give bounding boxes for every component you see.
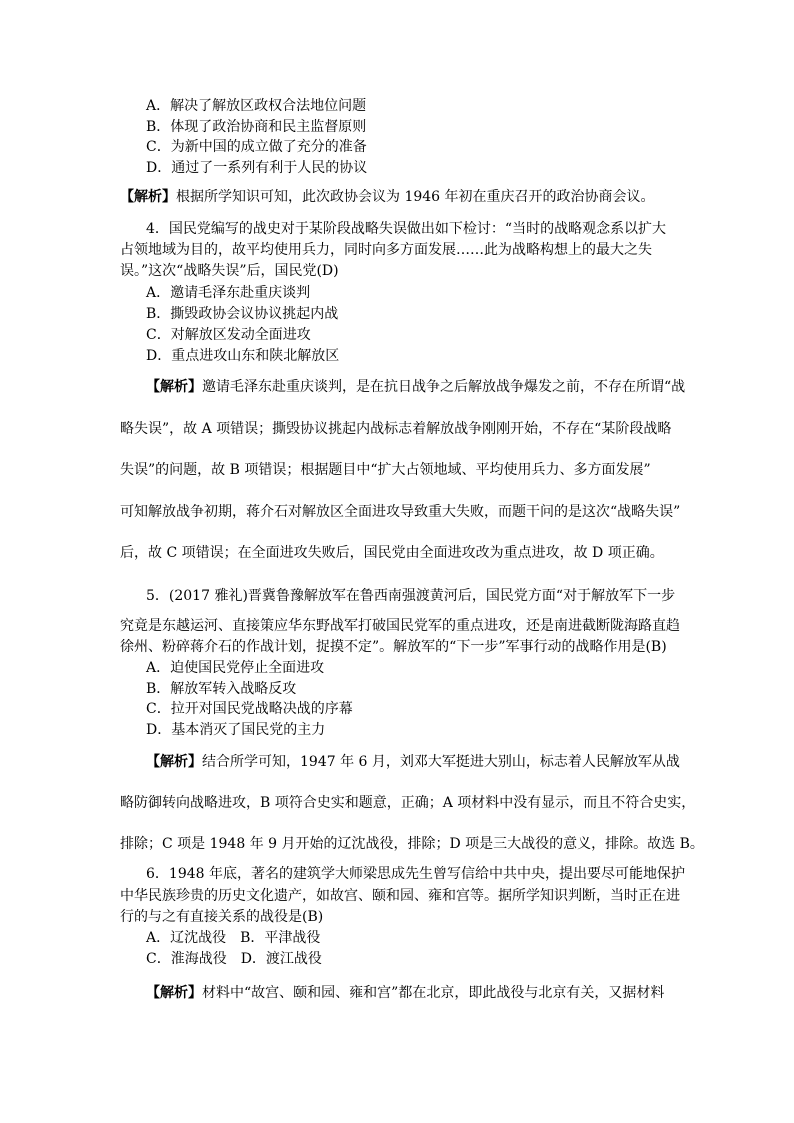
analysis-text: 根据所学知识可知，此次政协会议为 1946 年初在重庆召开的政治协商会议。 bbox=[176, 189, 655, 205]
q3-option-b: B．体现了政治协商和民主监督原则 bbox=[146, 119, 367, 135]
q4-option-b: B．撕毁政协会议协议挑起内战 bbox=[146, 306, 339, 322]
analysis-tag: 【解析】 bbox=[146, 985, 202, 1001]
q5-analysis-line-2: 略防御转向战略进攻，B 项符合史实和题意，正确；A 项材料中没有显示，而且不符合史实， bbox=[120, 795, 696, 811]
q4-option-c: C．对解放区发动全面进攻 bbox=[146, 327, 311, 343]
q3-option-c: C．为新中国的成立做了充分的准备 bbox=[146, 139, 367, 155]
q4-analysis-line-1 bbox=[146, 377, 685, 397]
q4-analysis-line-4: 可知解放战争初期，蒋介石对解放区全面进攻导致重大失败，而题干问的是这次“战略失误” bbox=[120, 504, 681, 520]
q4-stem-line-2: 占领地域为目的，故平均使用兵力，同时向多方面发展……此为战略构想上的最大之失 bbox=[120, 242, 652, 258]
q3-option-d: D．通过了一系列有利于人民的协议 bbox=[146, 160, 368, 176]
q6-analysis-line-1 bbox=[146, 983, 664, 1003]
q4-option-a: A．邀请毛泽东赴重庆谈判 bbox=[146, 285, 311, 301]
analysis-text: 结合所学可知，1947 年 6 月，刘邓大军挺进大别山，标志着人民解放军从战 bbox=[202, 754, 680, 770]
q5-stem-line-2: 究竟是东越运河、直接策应华东野战军打破国民党军的重点进攻，还是南进截断陇海路直趋 bbox=[120, 618, 680, 634]
q3-analysis bbox=[120, 187, 655, 207]
q5-analysis-line-1 bbox=[146, 752, 680, 772]
q5-option-d: D．基本消灭了国民党的主力 bbox=[146, 722, 326, 738]
q5-option-c: C．拉开对国民党战略决战的序幕 bbox=[146, 701, 353, 717]
analysis-tag: 【解析】 bbox=[146, 754, 202, 770]
q6-stem-line-1: 6．1948 年底，著名的建筑学大师梁思成先生曾写信给中共中央，提出要尽可能地保护 bbox=[146, 866, 685, 882]
analysis-text: 邀请毛泽东赴重庆谈判，是在抗日战争之后解放战争爆发之前，不存在所谓“战 bbox=[202, 379, 686, 395]
analysis-tag: 【解析】 bbox=[120, 189, 176, 205]
q5-option-a: A．迫使国民党停止全面进攻 bbox=[146, 660, 325, 676]
q4-analysis-line-2: 略失误”，故 A 项错误；撕毁协议挑起内战标志着解放战争刚刚开始，不存在“某阶段战略 bbox=[120, 421, 672, 437]
analysis-tag: 【解析】 bbox=[146, 379, 202, 395]
q4-analysis-line-3: 失误”的问题，故 B 项错误；根据题目中“扩大占领地域、平均使用兵力、多方面发展” bbox=[120, 462, 651, 478]
q6-stem-line-2: 中华民族珍贵的历史文化遗产，如故宫、颐和园、雍和宫等。据所学知识判断，当时正在进 bbox=[120, 888, 680, 904]
q6-options-row-2: C．淮海战役 D．渡江战役 bbox=[146, 951, 322, 967]
q5-stem-line-3: 徐州、粉碎蒋介石的作战计划，捉摸不定”。解放军的“下一步”军事行动的战略作用是(B) bbox=[120, 639, 667, 655]
q5-option-b: B．解放军转入战略反攻 bbox=[146, 681, 297, 697]
q4-stem-line-3: 误。”这次“战略失误”后，国民党(D) bbox=[120, 263, 339, 279]
q4-option-d: D．重点进攻山东和陕北解放区 bbox=[146, 348, 340, 364]
q5-analysis-line-3: 排除；C 项是 1948 年 9 月开始的辽沈战役，排除；D 项是三大战役的意义，排除。故选 B。 bbox=[120, 836, 704, 852]
q4-analysis-line-5: 后，故 C 项错误；在全面进攻失败后，国民党由全面进攻改为重点进攻，故 D 项正确。 bbox=[120, 545, 664, 561]
q6-stem-line-3: 行的与之有直接关系的战役是(B) bbox=[120, 909, 324, 925]
q3-option-a: A．解决了解放区政权合法地位问题 bbox=[146, 98, 367, 114]
q6-options-row-1: A．辽沈战役 B．平津战役 bbox=[146, 930, 321, 946]
analysis-text: 材料中“故宫、颐和园、雍和宫”都在北京，即此战役与北京有关，又据材料 bbox=[202, 985, 665, 1001]
q5-stem-line-1: 5．(2017 雅礼)晋冀鲁豫解放军在鲁西南强渡黄河后，国民党方面“对于解放军下一步 bbox=[146, 588, 676, 604]
q4-stem-line-1: 4．国民党编写的战史对于某阶段战略失误做出如下检讨：“当时的战略观念系以扩大 bbox=[146, 221, 667, 237]
